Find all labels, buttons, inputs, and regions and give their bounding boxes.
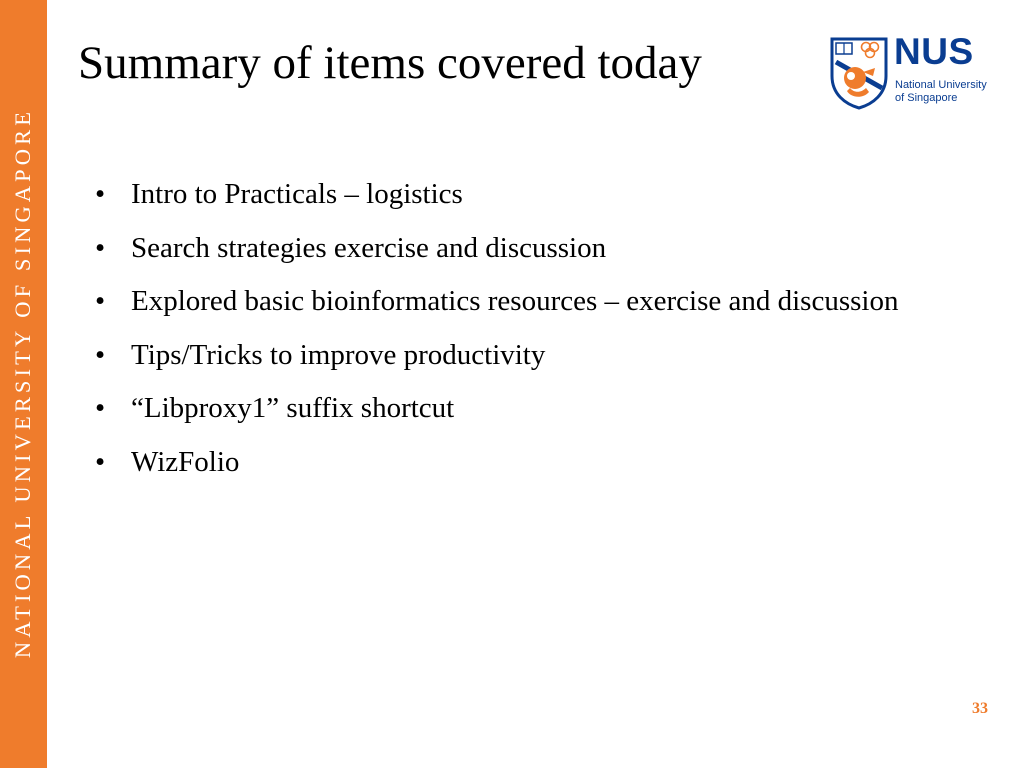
- page-number: 33: [972, 700, 988, 717]
- list-item: [95, 168, 915, 222]
- logo-subtitle-line1: National University: [895, 79, 987, 91]
- list-item-text: Search strategies exercise and discussion: [131, 231, 607, 264]
- nus-crest-icon: [829, 36, 889, 110]
- bullet-icon: •: [95, 445, 106, 478]
- list-item: [95, 382, 915, 436]
- list-item: [95, 222, 915, 276]
- bullet-icon: •: [95, 285, 106, 317]
- bullet-icon: •: [95, 178, 106, 210]
- list-item: [95, 329, 915, 383]
- sidebar-banner: [0, 0, 47, 768]
- nus-logo: [829, 31, 994, 114]
- bullet-icon: •: [95, 231, 106, 264]
- sidebar-university-name: NATIONAL UNIVERSITY OF SINGAPORE: [10, 107, 35, 659]
- list-item: [95, 436, 915, 490]
- list-item-text: Tips/Tricks to improve productivity: [131, 338, 546, 371]
- slide-title: Summary of items covered today: [78, 37, 702, 89]
- list-item-text: “Libproxy1” suffix shortcut: [131, 392, 455, 424]
- list-item-text: Intro to Practicals – logistics: [131, 178, 463, 210]
- bullet-icon: •: [95, 392, 106, 424]
- bullet-list: [95, 168, 915, 489]
- logo-subtitle-line2: of Singapore: [895, 92, 958, 104]
- list-item-text: WizFolio: [131, 445, 240, 478]
- nus-wordmark: NUS: [894, 31, 974, 72]
- list-item-text: Explored basic bioinformatics resources – exercise and discussion: [131, 285, 899, 317]
- bullet-icon: •: [95, 338, 106, 371]
- list-item: [95, 275, 915, 329]
